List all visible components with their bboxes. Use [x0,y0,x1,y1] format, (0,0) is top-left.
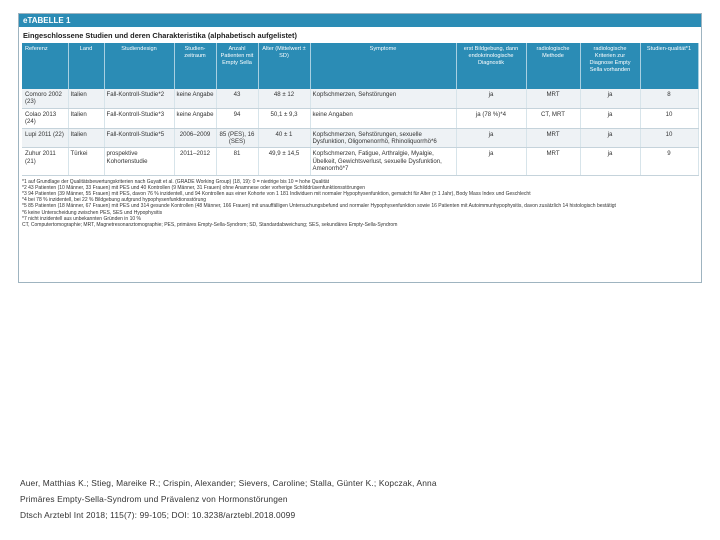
footnote: CT, Computertomographie; MRT, Magnetresonanztomographie; PES, primäres Empty-Sella-Syndrom; SD, Standardabweichung; SES, sekundäres Empty-Sella-Syndrom [22,222,398,229]
footnote: *3 94 Patienten (39 Männer, 55 Frauen) mit PES, davon 76 % inzidentell, und 94 Kontrollen aus einer Kohorte von 1 181 Individuen mit normaler Hypophysenfunktion, gematcht für Alter (± 1 Jahr), Body Mass Index und Geschlecht [22,191,531,198]
table-cell: keine Angabe [174,89,216,108]
column-header: Studien-zeitraum [174,43,216,89]
table-row [22,108,698,128]
column-header: Studien-qualität*1 [640,43,698,89]
table-cell: MRT [526,148,580,175]
table-cell: Fall-Kontroll-Studie*3 [104,108,174,128]
table-cell: ja [580,128,640,148]
column-header: Alter (Mittelwert ± SD) [258,43,310,89]
column-header: radiologische Kriterien zur Diagnose Empty Sella vorhanden [580,43,640,89]
table-cell: 2011–2012 [174,148,216,175]
table-cell: ja (78 %)*4 [456,108,526,128]
table-cell: Italien [68,128,104,148]
table-footnotes [22,179,698,229]
column-header: Studiendesign [104,43,174,89]
table-cell: Comoro 2002 (23) [22,89,68,108]
table-cell: Zuhur 2011 (21) [22,148,68,175]
table-cell: ja [456,128,526,148]
table-header-row [22,43,698,89]
table-cell: 48 ± 12 [258,89,310,108]
table-cell: 94 [216,108,258,128]
table-cell: keine Angaben [310,108,456,128]
column-header: Anzahl Patienten mit Empty Sella [216,43,258,89]
column-header: Land [68,43,104,89]
table-cell: Italien [68,89,104,108]
footnote: *2 43 Patienten (10 Männer, 33 Frauen) mit PES und 40 Kontrollen (9 Männer, 31 Frauen) ohne Anamnese oder vorherige Schilddrüsenfunktionsstörungen [22,184,365,191]
table-row [22,128,698,148]
column-header: Symptome [310,43,456,89]
figure-label: eTABELLE 1 [19,14,701,27]
footnote: *5 85 Patienten (18 Männer, 67 Frauen) mit PES und 314 gesunde Kontrollen (48 Männer, 166 Frauen) mit unauffälligen Untersuchungsbefund und normaler Hypophysenfunktion sowie 16 Patienten mit Autoimmunhypophysitis, davon zusätzlich 14 histologisch bestätigt [22,203,616,210]
table-cell: Kopfschmerzen, Sehstörungen [310,89,456,108]
table-cell: ja [456,148,526,175]
table-cell: MRT [526,89,580,108]
footnote: *1 auf Grundlage der Qualitätsbewertungskriterien nach Guyatt et al. (GRADE Working Group) (18, 19): 0 = niedrige bis 10 = hohe Qualität [22,178,330,185]
citation-title: Primäres Empty-Sella-Syndrom und Prävalenz von Hormonstörungen [20,494,288,504]
table-cell: 85 (PES), 16 (SES) [216,128,258,148]
column-header: Referenz [22,43,68,89]
table-cell: MRT [526,128,580,148]
table-cell: Kopfschmerzen, Fatigue, Arthralgie, Myalgie, Übelkeit, Gewichtsverlust, sexuelle Dysfunktion, Amenorrhö*7 [310,148,456,175]
citation [20,475,437,523]
table-cell: 40 ± 1 [258,128,310,148]
table-row [22,89,698,108]
table-cell: CT, MRT [526,108,580,128]
footnote: *4 bei 78 % inzidentell, bei 22 % Bildgebung aufgrund hypophysenfunktionsstörung [22,197,207,204]
studies-table [22,43,699,176]
table-cell: Kopfschmerzen, Sehstörungen, sexuelle Dysfunktion, Oligomenorrhö, Rhinoliquorrhö*6 [310,128,456,148]
footnote: *6 keine Unterscheidung zwischen PES, SES und Hypophysitis [22,209,163,216]
table-cell: Colao 2013 (24) [22,108,68,128]
table-caption: Eingeschlossene Studien und deren Charakteristika (alphabetisch aufgelistet) [23,31,297,40]
table-cell: Türkei [68,148,104,175]
table-cell: 9 [640,148,698,175]
citation-authors: Auer, Matthias K.; Stieg, Mareike R.; Crispin, Alexander; Sievers, Caroline; Stalla, Günter K.; Kopczak, Anna [20,478,437,488]
column-header: erst Bildgebung, dann endokrinologische Diagnostik [456,43,526,89]
table-cell: 10 [640,108,698,128]
table-cell: 50,1 ± 9,3 [258,108,310,128]
table-cell: 2006–2009 [174,128,216,148]
table-row [22,148,698,175]
table-figure [18,13,702,283]
table-cell: ja [580,108,640,128]
table-cell: 10 [640,128,698,148]
table-cell: Fall-Kontroll-Studie*5 [104,128,174,148]
citation-journal: Dtsch Arztebl Int 2018; 115(7): 99-105; DOI: 10.3238/arztebl.2018.0099 [20,510,296,520]
table-cell: 49,9 ± 14,5 [258,148,310,175]
table-cell: prospektive Kohortenstudie [104,148,174,175]
table-cell: Italien [68,108,104,128]
table-cell: ja [580,89,640,108]
table-cell: Lupi 2011 (22) [22,128,68,148]
table-cell: 81 [216,148,258,175]
table-cell: 43 [216,89,258,108]
table-cell: 8 [640,89,698,108]
table-cell: Fall-Kontroll-Studie*2 [104,89,174,108]
footnote: *7 nicht inzidentell aus unbekannten Gründen in 10 % [22,215,141,222]
table-cell: ja [456,89,526,108]
table-cell: keine Angabe [174,108,216,128]
column-header: radiologische Methode [526,43,580,89]
table-cell: ja [580,148,640,175]
